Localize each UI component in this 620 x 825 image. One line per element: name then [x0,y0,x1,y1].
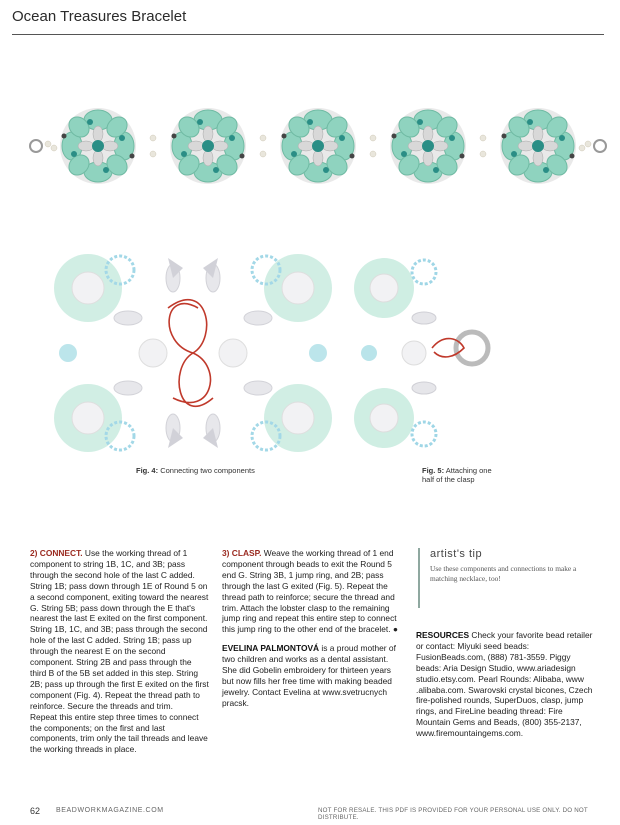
figure-5-text: Attaching one half of the clasp [422,466,492,484]
artist-tip-text: Use these components and connections to make a matching necklace, too! [430,564,577,583]
bracelet-photo [28,86,608,206]
figure-4-caption [136,466,256,475]
step-clasp [222,548,402,717]
figure-5-caption [422,466,502,484]
step-connect-lead: 2) CONNECT. [30,548,83,558]
step-connect-body: Use the working thread of 1 component to string 1B, 1C, and 3B; pass through the second hole of the last C added. String 1B; pass down through 1E of Round 5 on a second component, exiting toward the nearest G. String 5B; pass down through the E that's nearest the last E exited on the first component. String 1B, 1C, and 3B; pass through the second hole of the last C added. String 1B; pass up through the nearest E on the second component. String 2B and pass through the third B of the 5B set added in this step. String 2B; pass up through the first E exited on the first component (Fig. 4). Repeat the thread path to reinforce. Secure the threads and trim. [30,548,209,711]
figure-5-label: Fig. 5: [422,466,445,475]
artist-tip-box [418,548,590,608]
author-bio-text: is a proud mother of two children and works as a dental assistant. She did Gobelin embroidery for thirteen years but now fills her free time with making beaded jewelry. Contact Evelina at www.svetrucnych pracsk. [222,643,396,708]
page-number: 62 [30,806,41,816]
artist-tip-title: artist's tip [430,548,483,560]
figure-4-illustration [48,248,338,458]
step-connect [30,548,210,763]
author-name: EVELINA PALMONTOVÁ [222,643,320,654]
magazine-url: BEADWORKMAGAZINE.COM [56,807,164,814]
header-divider [12,34,604,35]
step-clasp-lead: 3) CLASP. [222,548,262,558]
resources-text: Check your favorite bead retailer or contact: Miyuki seed beads: FusionBeads.com, (888) 781-3559. Piggy beads: Aria Design Studio, www.ariadesign studio.etsy.com. Pearl Rounds: Alibaba, www .alibaba.com. Swarovski crystal bicones, Czech fire-polished rounds, SuperDuos, clasp, jump rings, and FireLine beading thread: Fire Mountain Gems and Beads, (800) 355-2137, www.firemountaingems.com. [416,630,593,739]
step-clasp-body: Weave the working thread of 1 end component through beads to exit the Round 5 end G. String 3B, 1 jump ring, and 2B; pass through the last G exited (Fig. 5). Repeat the thread path to reinforce; secure the thread and trim. Attach the lobster clasp to the remaining jump ring and repeat this entire step to connect this jump ring to the other end of the bracelet. ● [222,548,398,635]
page-header [0,6,620,36]
page-footer [0,806,620,820]
copyright-notice: NOT FOR RESALE. THIS PDF IS PROVIDED FOR YOUR PERSONAL USE ONLY. DO NOT DISTRIBUTE. [318,807,588,821]
resources-lead: RESOURCES [416,630,470,640]
author-bio [222,643,402,708]
step-connect-body-2: Repeat this entire step three times to connect the components; on the first and last components, trim only the tail threads and leave the working threads in place. [30,711,208,755]
page-title: Ocean Treasures Bracelet [12,8,187,25]
figure-5-illustration [354,248,500,458]
resources [416,630,596,739]
figure-4-label: Fig. 4: [136,466,159,475]
figure-4-text: Connecting two components [160,466,255,475]
